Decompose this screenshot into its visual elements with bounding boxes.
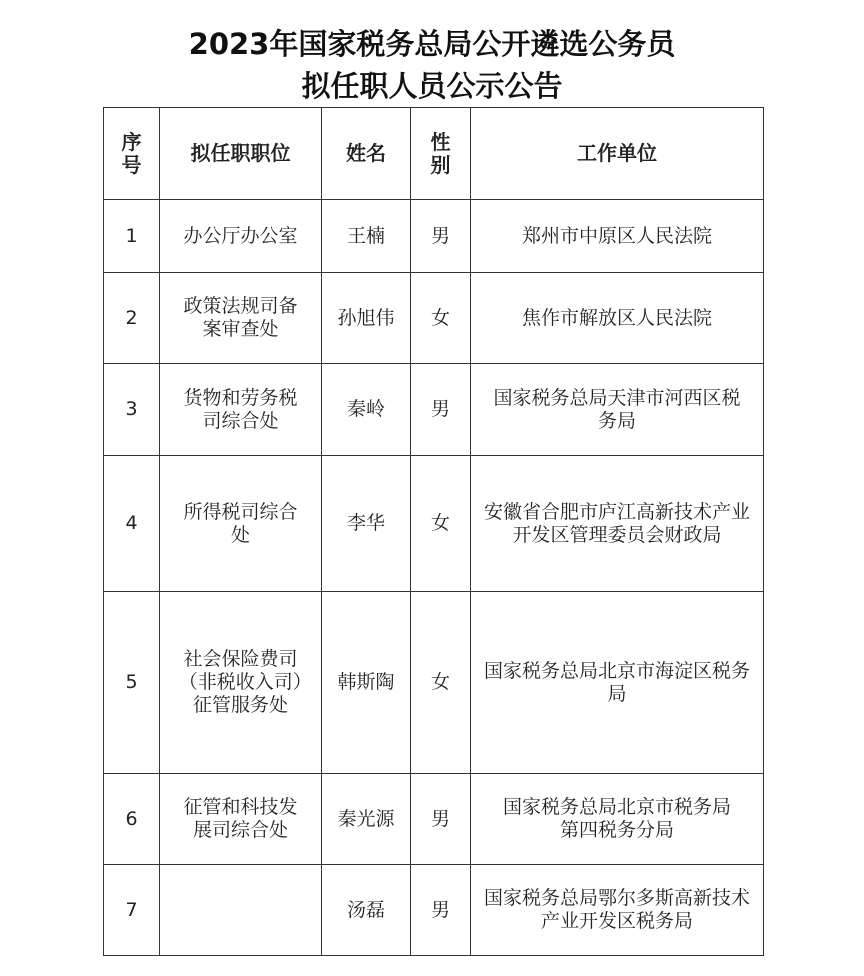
row-position [160, 273, 322, 364]
row-number-text: 7 [125, 898, 138, 921]
row-position [160, 774, 322, 865]
row-position [160, 592, 322, 774]
row-gender-text: 女 [430, 671, 450, 693]
row-position [160, 364, 322, 456]
row-number [104, 200, 160, 273]
row-position-text: 政策法规司备案审查处 [183, 295, 298, 340]
header-unit: 工作单位 [471, 108, 764, 200]
row-gender-text: 男 [430, 807, 450, 830]
row-position-text: 征管和科技发展司综合处 [183, 796, 298, 841]
row-name-text: 韩斯陶 [337, 671, 395, 693]
row-number-text: 2 [125, 306, 138, 329]
table-row [104, 592, 764, 774]
row-gender [411, 364, 471, 456]
row-position [160, 456, 322, 592]
row-name [322, 774, 411, 865]
row-gender [411, 592, 471, 774]
row-gender [411, 456, 471, 592]
row-position [160, 200, 322, 273]
table-row [104, 774, 764, 865]
row-gender-text: 男 [430, 898, 450, 921]
row-gender-text: 男 [430, 398, 450, 420]
row-number-text: 3 [125, 398, 138, 420]
row-unit [471, 364, 764, 456]
header-name: 姓名 [322, 108, 411, 200]
row-gender-text: 女 [430, 306, 450, 329]
row-position-text: 社会保险费司（非税收入司）征管服务处 [178, 648, 303, 716]
table-row [104, 865, 764, 956]
row-unit [471, 456, 764, 592]
row-unit [471, 273, 764, 364]
row-name [322, 200, 411, 273]
row-unit [471, 592, 764, 774]
row-number [104, 364, 160, 456]
row-unit-text: 郑州市中原区人民法院 [521, 224, 712, 247]
row-gender-text: 女 [430, 512, 450, 534]
row-unit-text: 国家税务总局鄂尔多斯高新技术产业开发区税务局 [483, 887, 750, 932]
row-number [104, 456, 160, 592]
row-unit-text: 安徽省合肥市庐江高新技术产业开发区管理委员会财政局 [483, 500, 750, 546]
row-name [322, 865, 411, 956]
header-gender: 性别 [411, 108, 471, 200]
row-name [322, 273, 411, 364]
row-number [104, 273, 160, 364]
row-gender [411, 273, 471, 364]
row-name [322, 456, 411, 592]
header-no: 序号 [104, 108, 160, 200]
row-unit [471, 774, 764, 865]
row-name [322, 364, 411, 456]
row-name-text: 汤磊 [346, 898, 385, 921]
row-name-text: 孙旭伟 [337, 306, 395, 329]
row-number-text: 5 [125, 671, 138, 693]
table-header-row [104, 108, 764, 200]
row-position-text: 货物和劳务税司综合处 [183, 386, 298, 432]
document-title-line-2: 拟任职人员公示公告 [301, 69, 563, 103]
row-name-text: 秦岭 [346, 398, 385, 420]
row-gender [411, 865, 471, 956]
row-name-text: 李华 [346, 512, 385, 534]
row-unit [471, 200, 764, 273]
row-unit-text: 国家税务总局北京市税务局第四税务分局 [502, 796, 731, 841]
row-gender-text: 男 [430, 224, 450, 247]
row-unit-text: 国家税务总局北京市海淀区税务局 [483, 659, 750, 705]
row-number [104, 592, 160, 774]
row-number [104, 865, 160, 956]
row-position-text: 所得税司综合处 [183, 500, 298, 546]
row-number [104, 774, 160, 865]
header-position: 拟任职职位 [160, 108, 322, 200]
row-name-text: 王楠 [346, 224, 385, 247]
row-position-text: 办公厅办公室 [183, 224, 298, 247]
row-gender [411, 200, 471, 273]
personnel-table [103, 107, 764, 956]
row-gender [411, 774, 471, 865]
document-title-line-1: 2023年国家税务总局公开遴选公务员 [188, 27, 676, 61]
row-number-text: 1 [125, 224, 138, 247]
table-row [104, 456, 764, 592]
row-unit-text: 焦作市解放区人民法院 [521, 306, 712, 329]
table-row [104, 200, 764, 273]
row-name-text: 秦光源 [337, 807, 395, 830]
row-unit [471, 865, 764, 956]
table-row [104, 364, 764, 456]
row-unit-text: 国家税务总局天津市河西区税务局 [493, 386, 741, 432]
row-name [322, 592, 411, 774]
row-number-text: 6 [125, 807, 138, 830]
row-position [160, 865, 322, 956]
table-row [104, 273, 764, 364]
row-number-text: 4 [125, 512, 138, 534]
